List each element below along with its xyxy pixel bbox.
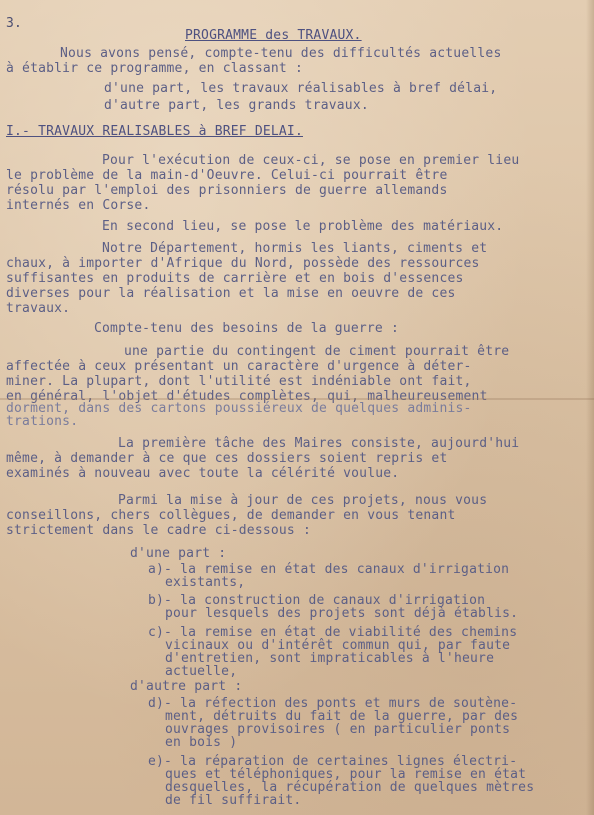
list-item-d: en bois ) — [165, 735, 238, 750]
list-item-c: actuelle, — [165, 664, 238, 679]
list-item-d: ment, détruits du fait de la guerre, par des — [165, 709, 519, 724]
list-item-e: desquelles, la récupération de quelques mètres — [165, 780, 535, 795]
list-item-a: existants, — [165, 575, 246, 590]
paper-fold — [0, 398, 594, 400]
paragraph-line: conseillons, chers collègues, de demander en vous tenant — [6, 508, 456, 523]
paragraph-line: affectée à ceux présentant un caractère d'urgence à déter- — [6, 359, 472, 374]
paragraph-line: Notre Département, hormis les liants, ciments et — [102, 241, 488, 256]
paragraph-line: Parmi la mise à jour de ces projets, nous vous — [118, 493, 488, 508]
intro-line: Nous avons pensé, compte-tenu des difficultés actuelles — [60, 46, 502, 61]
paragraph-line: En second lieu, se pose le problème des matériaux. — [102, 219, 504, 234]
list-item-d: d)- la réfection des ponts et murs de soutène- — [148, 696, 518, 711]
paragraph-line: miner. La plupart, dont l'utilité est indéniable ont fait, — [6, 374, 472, 389]
list-item-b: pour lesquels des projets sont déjà établis. — [165, 606, 519, 621]
list-item-a: a)- la remise en état des canaux d'irrigation — [148, 562, 510, 577]
intro-line: à établir ce programme, en classant : — [6, 61, 303, 76]
paragraph-line: strictement dans le cadre ci-dessous : — [6, 523, 312, 538]
paragraph-line: examinés à nouveau avec toute la célérité voulue. — [6, 466, 400, 481]
paragraph-line: résolu par l'emploi des prisonniers de guerre allemands — [6, 183, 448, 198]
paragraph-line: suffisantes en produits de carrière et en bois d'essences — [6, 271, 464, 286]
list-item-b: b)- la construction de canaux d'irrigation — [148, 593, 486, 608]
list-item-c: c)- la remise en état de viabilité des chemins — [148, 625, 518, 640]
paragraph-line: une partie du contingent de ciment pourrait être — [124, 344, 510, 359]
paragraph-line: La première tâche des Maires consiste, aujourd'hui — [118, 436, 520, 451]
paragraph-line: Pour l'exécution de ceux-ci, se pose en premier lieu — [102, 153, 520, 168]
paragraph-line: travaux. — [6, 301, 71, 316]
list-group-label: d'une part : — [130, 546, 227, 561]
page-number: 3. — [6, 16, 23, 31]
document-title: PROGRAMME des TRAVAUX. — [185, 28, 362, 43]
list-group-label: d'autre part : — [130, 679, 243, 694]
intro-line: d'autre part, les grands travaux. — [104, 98, 369, 113]
list-item-c: vicinaux ou d'intérêt commun qui, par faute — [165, 638, 511, 653]
paragraph-line: diverses pour la réalisation et la mise en oeuvre de ces — [6, 286, 456, 301]
paper-edge-shadow — [586, 0, 594, 815]
paragraph-line: internés en Corse. — [6, 198, 151, 213]
paragraph-line: même, à demander à ce que ces dossiers soient repris et — [6, 451, 448, 466]
paragraph-line: trations. — [6, 414, 79, 429]
paragraph-line: chaux, à importer d'Afrique du Nord, possède des ressources — [6, 256, 480, 271]
paragraph-line: dorment, dans des cartons poussiéreux de quelques adminis- — [6, 401, 472, 416]
list-item-e: e)- la réparation de certaines lignes électri- — [148, 754, 518, 769]
list-item-d: ouvrages provisoires ( en particulier ponts — [165, 722, 511, 737]
list-item-e: ques et téléphoniques, pour la remise en état — [165, 767, 527, 782]
paragraph-line: en général, l'objet d'études complètes, qui, malheureusement — [6, 389, 488, 404]
list-item-c: d'entretien, sont impraticables à l'heure — [165, 651, 495, 666]
paragraph-line: Compte-tenu des besoins de la guerre : — [94, 321, 400, 336]
paragraph-line: le problème de la main-d'Oeuvre. Celui-ci pourrait être — [6, 168, 448, 183]
list-item-e: de fil suffirait. — [165, 793, 302, 808]
intro-line: d'une part, les travaux réalisables à bref délai, — [104, 81, 498, 96]
section-heading: I.- TRAVAUX REALISABLES à BREF DELAI. — [6, 124, 303, 139]
